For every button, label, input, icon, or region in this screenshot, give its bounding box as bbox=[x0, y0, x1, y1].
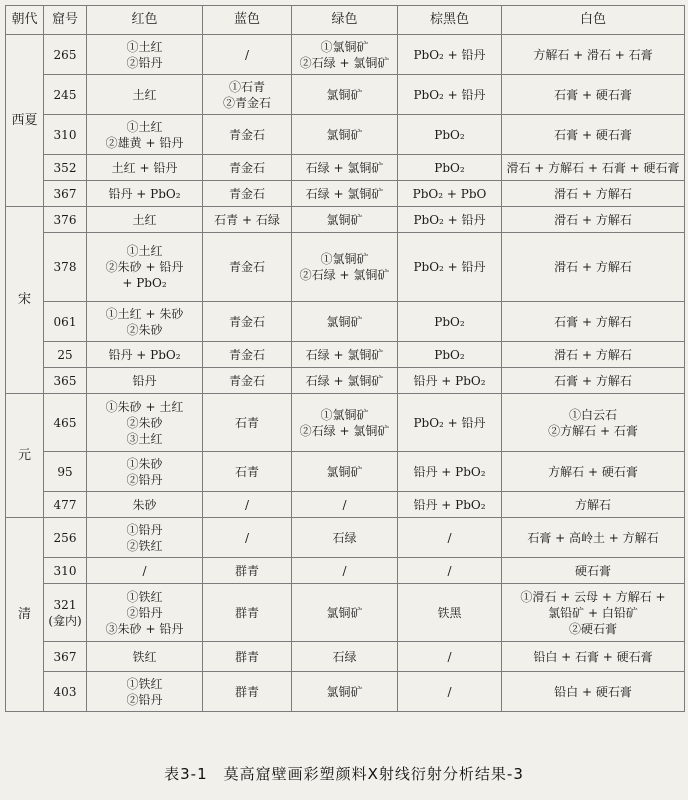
cell-green bbox=[292, 35, 398, 75]
cell-line: ①朱砂 bbox=[126, 456, 163, 471]
cell-line: 方解石 + 滑石 + 石膏 bbox=[533, 47, 653, 62]
cell-line: PbO₂ + 铅丹 bbox=[413, 260, 486, 274]
cell-line: 群青 bbox=[234, 605, 259, 620]
cell-line: 铅白 + 石膏 + 硬石膏 bbox=[533, 649, 653, 664]
cell-cave bbox=[44, 115, 87, 155]
cell-cave bbox=[44, 452, 87, 492]
cell-blue bbox=[203, 584, 292, 642]
cell-line: 青金石 bbox=[228, 127, 265, 142]
cell-red bbox=[87, 518, 203, 558]
cell-green bbox=[292, 558, 398, 584]
cell-line: / bbox=[244, 47, 250, 62]
cell-blue bbox=[203, 207, 292, 233]
cell-line: PbO₂ + 铅丹 bbox=[413, 212, 486, 227]
table-body bbox=[6, 35, 685, 712]
cell-line: ①土红 + 朱砂 bbox=[105, 306, 184, 321]
cell-line: ①白云石 bbox=[568, 407, 617, 422]
table-row bbox=[6, 207, 685, 233]
cell-line: 367 bbox=[53, 186, 77, 201]
cell-cave bbox=[44, 558, 87, 584]
cell-white bbox=[502, 584, 685, 642]
cell-brown bbox=[398, 302, 502, 342]
cell-white bbox=[502, 115, 685, 155]
cell-line: 青金石 bbox=[228, 260, 265, 274]
cell-line: ②铁红 bbox=[126, 538, 163, 553]
cell-line: 061 bbox=[53, 314, 77, 329]
table-row bbox=[6, 518, 685, 558]
cell-line: / bbox=[342, 563, 347, 578]
cell-green bbox=[292, 115, 398, 155]
cell-red bbox=[87, 75, 203, 115]
cell-line: 石青 bbox=[234, 415, 259, 430]
cell-line: 石绿 + 氯铜矿 bbox=[305, 347, 384, 362]
cell-brown bbox=[398, 181, 502, 207]
cell-line: 477 bbox=[53, 497, 77, 512]
cell-blue bbox=[203, 155, 292, 181]
cell-cave bbox=[44, 342, 87, 368]
cell-line: 氯铜矿 bbox=[326, 127, 363, 142]
cell-line: 硬石膏 bbox=[574, 563, 611, 578]
cell-brown bbox=[398, 35, 502, 75]
cell-cave bbox=[44, 394, 87, 452]
cell-line: 铅丹 + PbO₂ bbox=[413, 373, 486, 388]
cell-line: 365 bbox=[53, 373, 77, 388]
cell-green bbox=[292, 75, 398, 115]
cell-line: ②方解石 + 石膏 bbox=[548, 423, 638, 438]
cell-white bbox=[502, 342, 685, 368]
cell-line: 465 bbox=[53, 415, 77, 430]
table-row bbox=[6, 452, 685, 492]
cell-line: PbO₂ + 铅丹 bbox=[413, 87, 486, 102]
cell-blue bbox=[203, 558, 292, 584]
table-row bbox=[6, 35, 685, 75]
cell-line: 滑石 + 方解石 bbox=[554, 212, 632, 227]
cell-line: 铅丹 + PbO₂ bbox=[108, 347, 181, 362]
cell-blue bbox=[203, 75, 292, 115]
cell-line: ①氯铜矿 bbox=[320, 407, 369, 422]
header-red: 红色 bbox=[87, 6, 203, 35]
header-blue: 蓝色 bbox=[203, 6, 292, 35]
cell-red bbox=[87, 642, 203, 672]
cell-line: 256 bbox=[53, 530, 77, 545]
cell-line: ①土红 bbox=[126, 39, 163, 54]
table-row bbox=[6, 584, 685, 642]
cell-line: 石绿 bbox=[332, 530, 357, 545]
cell-line: ①铅丹 bbox=[126, 522, 163, 537]
cell-line: 方解石 + 硬石膏 bbox=[548, 464, 638, 479]
cell-blue bbox=[203, 394, 292, 452]
cell-line: 青金石 bbox=[228, 314, 265, 329]
cell-line: 土红 + 铅丹 bbox=[111, 160, 178, 175]
cell-line: 氯铜矿 bbox=[326, 464, 363, 479]
cell-line: PbO₂ bbox=[434, 160, 465, 175]
cell-white bbox=[502, 518, 685, 558]
cell-line: PbO₂ bbox=[434, 347, 465, 362]
cell-white bbox=[502, 558, 685, 584]
cell-cave bbox=[44, 368, 87, 394]
cell-blue bbox=[203, 342, 292, 368]
table-row bbox=[6, 492, 685, 518]
cell-cave bbox=[44, 75, 87, 115]
cell-white bbox=[502, 642, 685, 672]
table-row bbox=[6, 75, 685, 115]
cell-cave bbox=[44, 492, 87, 518]
cell-line: / bbox=[447, 649, 452, 664]
cell-line: 氯铜矿 bbox=[326, 314, 363, 329]
cell-line: ②石绿 + 氯铜矿 bbox=[299, 55, 390, 70]
cell-cave bbox=[44, 302, 87, 342]
cell-brown bbox=[398, 452, 502, 492]
cell-green bbox=[292, 642, 398, 672]
cell-line: ①氯铜矿 bbox=[320, 252, 369, 266]
cell-blue bbox=[203, 181, 292, 207]
cell-line: 367 bbox=[53, 649, 77, 664]
cell-line: 石膏 + 高岭土 + 方解石 bbox=[527, 530, 659, 545]
cell-red bbox=[87, 207, 203, 233]
cell-line: ①土红 bbox=[126, 244, 163, 258]
cell-line: ③朱砂 + 铅丹 bbox=[105, 621, 184, 636]
cell-line: / bbox=[342, 497, 347, 512]
cell-line: 青金石 bbox=[228, 347, 265, 362]
header-brown-black: 棕黑色 bbox=[398, 6, 502, 35]
cell-line: 265 bbox=[53, 47, 77, 62]
cell-brown bbox=[398, 672, 502, 712]
cell-line: / bbox=[447, 563, 452, 578]
cell-cave bbox=[44, 155, 87, 181]
cell-line: ②朱砂 bbox=[126, 415, 163, 430]
cell-green bbox=[292, 452, 398, 492]
cell-green bbox=[292, 233, 398, 302]
cell-line: ①滑石 + 云母 + 方解石 + bbox=[520, 589, 666, 604]
cell-line: 铅白 + 硬石膏 bbox=[554, 684, 632, 699]
cell-brown bbox=[398, 368, 502, 394]
dynasty-qing: 清 bbox=[6, 518, 44, 712]
cell-line: 245 bbox=[53, 87, 77, 102]
cell-line: 滑石 + 方解石 bbox=[554, 186, 632, 201]
cell-red bbox=[87, 115, 203, 155]
cell-line: 95 bbox=[57, 464, 73, 479]
cell-green bbox=[292, 302, 398, 342]
cell-line: ②铅丹 bbox=[126, 55, 163, 70]
cell-line: / bbox=[244, 497, 250, 512]
cell-line: ①石青 bbox=[228, 79, 265, 94]
cell-brown bbox=[398, 233, 502, 302]
table-row bbox=[6, 181, 685, 207]
cell-line: 氯铅矿 + 白铅矿 bbox=[548, 605, 638, 620]
cell-line: + PbO₂ bbox=[122, 276, 167, 290]
cell-white bbox=[502, 394, 685, 452]
cell-white bbox=[502, 302, 685, 342]
cell-green bbox=[292, 207, 398, 233]
cell-green bbox=[292, 672, 398, 712]
cell-line: 群青 bbox=[234, 563, 259, 578]
cell-white bbox=[502, 207, 685, 233]
cell-line: 352 bbox=[53, 160, 77, 175]
cell-line: 铅丹 + PbO₂ bbox=[413, 497, 486, 512]
cell-line: 378 bbox=[53, 260, 77, 274]
cell-cave bbox=[44, 207, 87, 233]
cell-line: 群青 bbox=[234, 684, 259, 699]
cell-green bbox=[292, 368, 398, 394]
cell-green bbox=[292, 584, 398, 642]
header-cave: 窟号 bbox=[44, 6, 87, 35]
cell-line: 403 bbox=[53, 684, 77, 699]
cell-blue bbox=[203, 35, 292, 75]
cell-line: 滑石 + 方解石 + 石膏 + 硬石膏 bbox=[506, 160, 680, 175]
cell-line: ②铅丹 bbox=[126, 692, 163, 707]
cell-line: 石膏 + 硬石膏 bbox=[554, 127, 632, 142]
cell-brown bbox=[398, 75, 502, 115]
cell-line: / bbox=[447, 530, 452, 545]
header-dynasty: 朝代 bbox=[6, 6, 44, 35]
cell-line: ②硬石膏 bbox=[568, 621, 617, 636]
cell-line: 铅丹 + PbO₂ bbox=[108, 186, 181, 201]
cell-green bbox=[292, 342, 398, 368]
cell-white bbox=[502, 75, 685, 115]
cell-line: ①朱砂 + 土红 bbox=[105, 399, 184, 414]
cell-line: 石膏 + 硬石膏 bbox=[554, 87, 632, 102]
cell-blue bbox=[203, 368, 292, 394]
table-row bbox=[6, 672, 685, 712]
cell-line: PbO₂ bbox=[434, 127, 465, 142]
cell-line: ②青金石 bbox=[222, 95, 271, 110]
cell-line: (龛内) bbox=[48, 613, 82, 628]
cell-line: 376 bbox=[53, 212, 77, 227]
cell-line: 土红 bbox=[132, 87, 157, 102]
cell-cave bbox=[44, 233, 87, 302]
cell-line: 石膏 + 方解石 bbox=[554, 314, 632, 329]
cell-cave bbox=[44, 181, 87, 207]
cell-red bbox=[87, 452, 203, 492]
cell-blue bbox=[203, 452, 292, 492]
cell-line: ②石绿 + 氯铜矿 bbox=[299, 423, 390, 438]
cell-blue bbox=[203, 672, 292, 712]
cell-green bbox=[292, 181, 398, 207]
cell-line: PbO₂ + 铅丹 bbox=[413, 47, 486, 62]
cell-brown bbox=[398, 342, 502, 368]
cell-brown bbox=[398, 584, 502, 642]
cell-line: ②朱砂 bbox=[126, 322, 163, 337]
table-row bbox=[6, 558, 685, 584]
cell-red bbox=[87, 368, 203, 394]
cell-brown bbox=[398, 558, 502, 584]
dynasty-song: 宋 bbox=[6, 207, 44, 394]
cell-red bbox=[87, 35, 203, 75]
table-row bbox=[6, 642, 685, 672]
cell-line: 铁红 bbox=[132, 649, 157, 664]
cell-line: ②石绿 + 氯铜矿 bbox=[299, 268, 390, 282]
cell-line: 310 bbox=[53, 127, 77, 142]
table-row bbox=[6, 342, 685, 368]
cell-line: 石绿 + 氯铜矿 bbox=[305, 160, 384, 175]
cell-line: ②铅丹 bbox=[126, 472, 163, 487]
cell-line: 铅丹 bbox=[132, 373, 157, 388]
cell-line: ①铁红 bbox=[126, 589, 163, 604]
cell-brown bbox=[398, 115, 502, 155]
cell-line: 方解石 bbox=[574, 497, 611, 512]
cell-line: 滑石 + 方解石 bbox=[554, 347, 632, 362]
cell-blue bbox=[203, 302, 292, 342]
cell-line: / bbox=[244, 530, 250, 545]
cell-line: / bbox=[142, 563, 147, 578]
cell-cave bbox=[44, 584, 87, 642]
cell-line: ②铅丹 bbox=[126, 605, 163, 620]
cell-green bbox=[292, 394, 398, 452]
cell-red bbox=[87, 394, 203, 452]
cell-line: PbO₂ bbox=[434, 314, 465, 329]
cell-line: 石膏 + 方解石 bbox=[554, 373, 632, 388]
cell-line: / bbox=[447, 684, 452, 699]
cell-line: ②朱砂 + 铅丹 bbox=[105, 260, 184, 274]
cell-blue bbox=[203, 642, 292, 672]
cell-brown bbox=[398, 207, 502, 233]
cell-line: 石绿 + 氯铜矿 bbox=[305, 186, 384, 201]
cell-line: 铅丹 + PbO₂ bbox=[413, 464, 486, 479]
cell-line: 氯铜矿 bbox=[326, 684, 363, 699]
table-row bbox=[6, 302, 685, 342]
header-green: 绿色 bbox=[292, 6, 398, 35]
cell-cave bbox=[44, 672, 87, 712]
results-table bbox=[5, 5, 685, 712]
cell-line: 石绿 bbox=[332, 649, 357, 664]
cell-line: PbO₂ + 铅丹 bbox=[413, 415, 486, 430]
cell-white bbox=[502, 35, 685, 75]
cell-white bbox=[502, 492, 685, 518]
cell-blue bbox=[203, 518, 292, 558]
cell-white bbox=[502, 452, 685, 492]
cell-line: 石绿 + 氯铜矿 bbox=[305, 373, 384, 388]
cell-red bbox=[87, 302, 203, 342]
cell-line: 朱砂 bbox=[132, 497, 157, 512]
dynasty-yuan: 元 bbox=[6, 394, 44, 518]
table-caption: 表3-1 莫高窟壁画彩塑颜料X射线衍射分析结果-3 bbox=[164, 765, 524, 783]
cell-blue bbox=[203, 115, 292, 155]
cell-line: 氯铜矿 bbox=[326, 87, 363, 102]
cell-brown bbox=[398, 155, 502, 181]
table-row bbox=[6, 394, 685, 452]
cell-line: 321 bbox=[53, 597, 77, 612]
cell-green bbox=[292, 518, 398, 558]
cell-line: 石青 bbox=[234, 464, 259, 479]
cell-line: PbO₂ + PbO bbox=[412, 186, 487, 201]
cell-red bbox=[87, 672, 203, 712]
cell-line: 25 bbox=[57, 347, 73, 362]
cell-red bbox=[87, 181, 203, 207]
cell-line: 土红 bbox=[132, 212, 157, 227]
cell-line: ①土红 bbox=[126, 119, 163, 134]
cell-green bbox=[292, 492, 398, 518]
cell-line: 滑石 + 方解石 bbox=[554, 260, 632, 274]
cell-line: 青金石 bbox=[228, 160, 265, 175]
table-row bbox=[6, 233, 685, 302]
cell-blue bbox=[203, 492, 292, 518]
cell-white bbox=[502, 368, 685, 394]
cell-red bbox=[87, 233, 203, 302]
cell-line: 氯铜矿 bbox=[326, 605, 363, 620]
cell-white bbox=[502, 233, 685, 302]
cell-brown bbox=[398, 642, 502, 672]
cell-green bbox=[292, 155, 398, 181]
cell-cave bbox=[44, 35, 87, 75]
cell-line: ①氯铜矿 bbox=[320, 39, 369, 54]
cell-line: ①铁红 bbox=[126, 676, 163, 691]
cell-blue bbox=[203, 233, 292, 302]
cell-brown bbox=[398, 492, 502, 518]
cell-cave bbox=[44, 642, 87, 672]
cell-red bbox=[87, 492, 203, 518]
cell-line: 石青 + 石绿 bbox=[214, 212, 280, 227]
cell-brown bbox=[398, 518, 502, 558]
cell-brown bbox=[398, 394, 502, 452]
cell-line: 群青 bbox=[234, 649, 259, 664]
cell-cave bbox=[44, 518, 87, 558]
cell-line: ②雄黄 + 铅丹 bbox=[105, 135, 184, 150]
table-row bbox=[6, 155, 685, 181]
cell-white bbox=[502, 672, 685, 712]
cell-white bbox=[502, 155, 685, 181]
table-row bbox=[6, 368, 685, 394]
table-row bbox=[6, 115, 685, 155]
cell-line: 青金石 bbox=[228, 186, 265, 201]
cell-white bbox=[502, 181, 685, 207]
header-row bbox=[6, 6, 685, 35]
cell-red bbox=[87, 155, 203, 181]
cell-red bbox=[87, 342, 203, 368]
cell-red bbox=[87, 584, 203, 642]
cell-line: 氯铜矿 bbox=[326, 212, 363, 227]
cell-line: ③土红 bbox=[126, 431, 163, 446]
cell-line: 铁黑 bbox=[437, 605, 462, 620]
dynasty-xixia: 西夏 bbox=[6, 35, 44, 207]
header-white: 白色 bbox=[502, 6, 685, 35]
cell-red bbox=[87, 558, 203, 584]
cell-line: 310 bbox=[53, 563, 77, 578]
cell-line: 青金石 bbox=[228, 373, 265, 388]
